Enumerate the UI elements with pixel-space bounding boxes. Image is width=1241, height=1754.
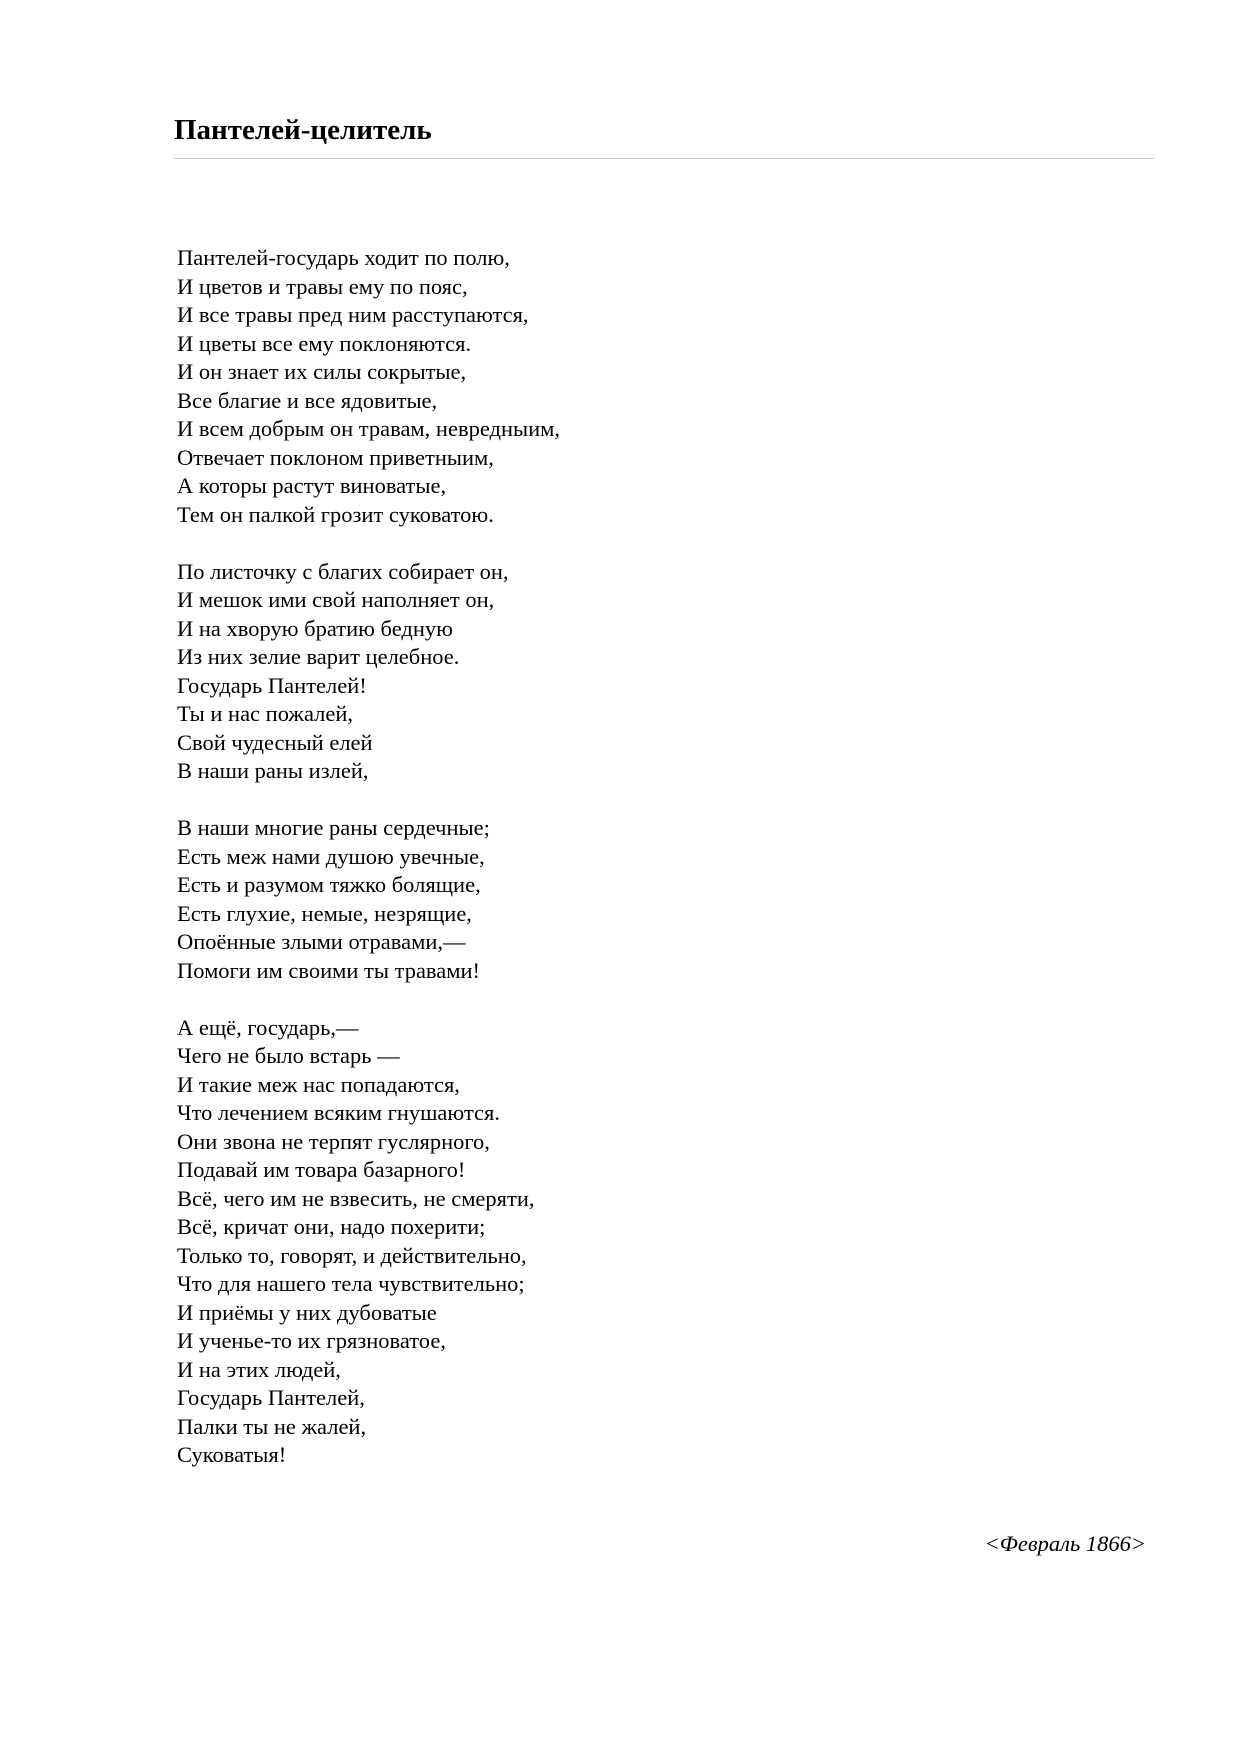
poem-line: Только то, говорят, и действительно, bbox=[177, 1242, 527, 1268]
poem-line: И всем добрым он травам, невредныим, bbox=[177, 416, 561, 441]
poem-line: Опоённые злыми отравами,— bbox=[177, 929, 466, 954]
poem-line: Есть и разумом тяжко болящие, bbox=[177, 872, 481, 897]
poem-line: Отвечает поклоном приветныим, bbox=[177, 444, 494, 470]
poem-line: Подавай им товара базарного! bbox=[177, 1157, 466, 1182]
stanza bbox=[177, 558, 1077, 786]
poem-body bbox=[177, 244, 1077, 1470]
poem-line: И на хворую братию бедную bbox=[177, 615, 453, 641]
poem-line: Свой чудесный елей bbox=[177, 729, 373, 755]
poem-line: И мешок ими свой наполняет он, bbox=[177, 587, 495, 612]
poem-line: Ты и нас пожалей, bbox=[177, 701, 354, 726]
poem-line: И все травы пред ним расступаются, bbox=[177, 302, 529, 327]
poem-line: И цветов и травы ему по пояс, bbox=[177, 273, 468, 299]
poem-line: Государь Пантелей! bbox=[177, 672, 367, 698]
poem-line: Тем он палкой грозит суковатою. bbox=[177, 501, 494, 527]
poem-line: Помоги им своими ты травами! bbox=[177, 957, 481, 983]
poem-line: В наши раны излей, bbox=[177, 758, 369, 783]
stanza bbox=[177, 244, 1077, 529]
poem-line: Суковатыя! bbox=[177, 1442, 287, 1467]
poem-date: <Февраль 1866> bbox=[984, 1531, 1146, 1556]
poem-line: И цветы все ему поклоняются. bbox=[177, 330, 472, 356]
poem-line: Всё, чего им не взвесить, не смеряти, bbox=[177, 1185, 535, 1211]
poem-title: Пантелей-целитель bbox=[174, 114, 432, 146]
poem-line: Чего не было встарь — bbox=[177, 1043, 400, 1068]
poem-line: Пантелей-государь ходит по полю, bbox=[177, 245, 510, 270]
poem-line: Они звона не терпят гуслярного, bbox=[177, 1128, 490, 1154]
title-block bbox=[174, 112, 1154, 159]
poem-line: И такие меж нас попадаются, bbox=[177, 1071, 460, 1097]
stanza bbox=[177, 814, 1077, 985]
poem-line: Государь Пантелей, bbox=[177, 1385, 365, 1410]
poem-line: Из них зелие варит целебное. bbox=[177, 644, 460, 669]
poem-line: И на этих людей, bbox=[177, 1356, 341, 1382]
poem-line: Что для нашего тела чувствительно; bbox=[177, 1271, 525, 1296]
poem-line: Все благие и все ядовитые, bbox=[177, 387, 438, 413]
poem-line: И он знает их силы сокрытые, bbox=[177, 359, 467, 384]
poem-line: Есть глухие, немые, незрящие, bbox=[177, 900, 472, 926]
poem-line: А ещё, государь,— bbox=[177, 1014, 359, 1040]
poem-line: А которы растут виноватые, bbox=[177, 473, 447, 498]
poem-line: Всё, кричат они, надо похерити; bbox=[177, 1214, 486, 1239]
poem-line: Что лечением всяким гнушаются. bbox=[177, 1100, 500, 1125]
poem-line: В наши многие раны сердечные; bbox=[177, 815, 490, 840]
stanza bbox=[177, 1014, 1077, 1470]
poem-line: Палки ты не жалей, bbox=[177, 1413, 367, 1439]
poem-line: И ученье-то их грязноватое, bbox=[177, 1328, 446, 1353]
poem-line: И приёмы у них дубоватые bbox=[177, 1299, 437, 1325]
poem-line: По листочку с благих собирает он, bbox=[177, 558, 509, 584]
poem-line: Есть меж нами душою увечные, bbox=[177, 843, 485, 869]
